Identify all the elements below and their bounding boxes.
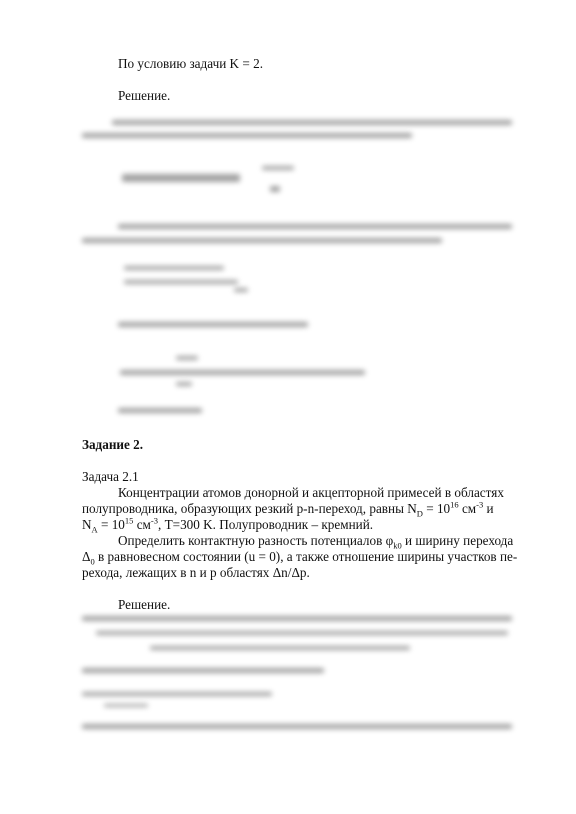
para1-line-1: Концентрации атомов донорной и акцепторной примесей в областях <box>118 485 504 500</box>
solution-heading-2: Решение. <box>118 597 171 612</box>
condition-line: По условию задачи K = 2. <box>118 56 263 71</box>
para2-line-2: $\Delta_0$ в равновесном состоянии (u = 0), а также отношение ширины участков пе- <box>82 549 518 567</box>
para2-line-1: Определить контактную разность потенциалов $\varphi_{k0}$ и ширину перехода <box>118 533 514 551</box>
para1-line-3: $N_A = 10^{15}$ $см^{-3}$, T=300 K. Полупроводник – кремний. <box>82 515 374 535</box>
solution-heading-1: Решение. <box>118 88 171 103</box>
task2-heading: Задание 2. <box>82 437 144 452</box>
para2-line-3: рехода, лежащих в n и p областях Δn/Δp. <box>82 565 310 580</box>
para1-line-2: полупроводника, образующих резкий p-n-переход, равны $N_D = 10^{16}$ $см^{-3}$ и <box>82 499 494 519</box>
subtask-title: Задача 2.1 <box>82 469 139 484</box>
